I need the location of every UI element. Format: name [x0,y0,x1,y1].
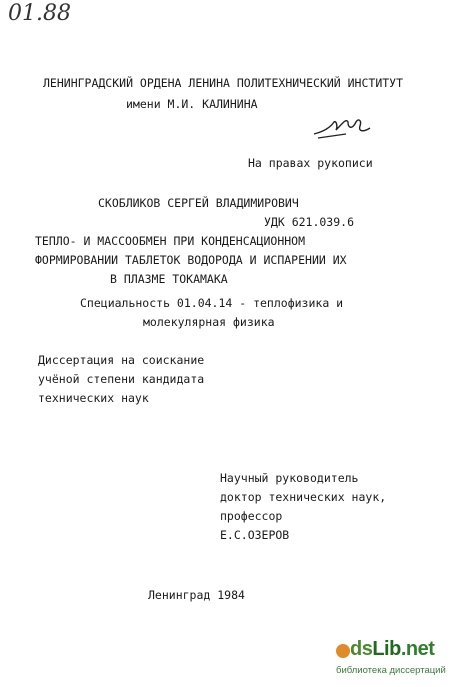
institute-named-after: имени М.И. КАЛИНИНА [126,97,258,111]
advisor-line-2: доктор технических наук, [220,490,387,504]
dissertation-line-3: технических наук [38,391,149,405]
advisor-line-3: профессор [220,509,283,523]
specialty-line-2: молекулярная физика [143,315,275,329]
advisor-line-4: Е.С.ОЗЕРОВ [220,528,290,542]
dissertation-line-2: учёной степени кандидата [38,372,205,386]
dissertation-line-1: Диссертация на соискание [38,353,205,367]
title-line-3: В ПЛАЗМЕ ТОКАМАКА [110,272,228,286]
signature-mark [312,112,372,144]
author-name: СКОБЛИКОВ СЕРГЕЙ ВЛАДИМИРОВИЧ [98,196,299,210]
place-year: Ленинград 1984 [148,588,245,602]
logo-wordmark: dsLib.net [350,638,435,660]
specialty-line-1: Специальность 01.04.14 - теплофизика и [80,296,344,310]
title-line-1: ТЕПЛО- И МАССООБМЕН ПРИ КОНДЕНСАЦИОННОМ [35,234,306,248]
advisor-line-1: Научный руководитель [220,471,359,485]
institute-name: ЛЕНИНГРАДСКИЙ ОРДЕНА ЛЕНИНА ПОЛИТЕХНИЧЕСКИЙ ИНСТИТУТ [43,76,404,90]
logo-subtitle: библиотека диссертаций [336,665,446,676]
rights-note: На правах рукописи [248,156,373,170]
udk-code: УДК 621.039.6 [264,215,355,229]
dslib-watermark-logo[interactable] [336,638,446,682]
logo-dot-icon [336,644,350,658]
handwritten-corner-mark: 01.88 [8,1,71,26]
title-line-2: ФОРМИРОВАНИИ ТАБЛЕТОК ВОДОРОДА И ИСПАРЕНИИ ИХ [35,253,347,267]
